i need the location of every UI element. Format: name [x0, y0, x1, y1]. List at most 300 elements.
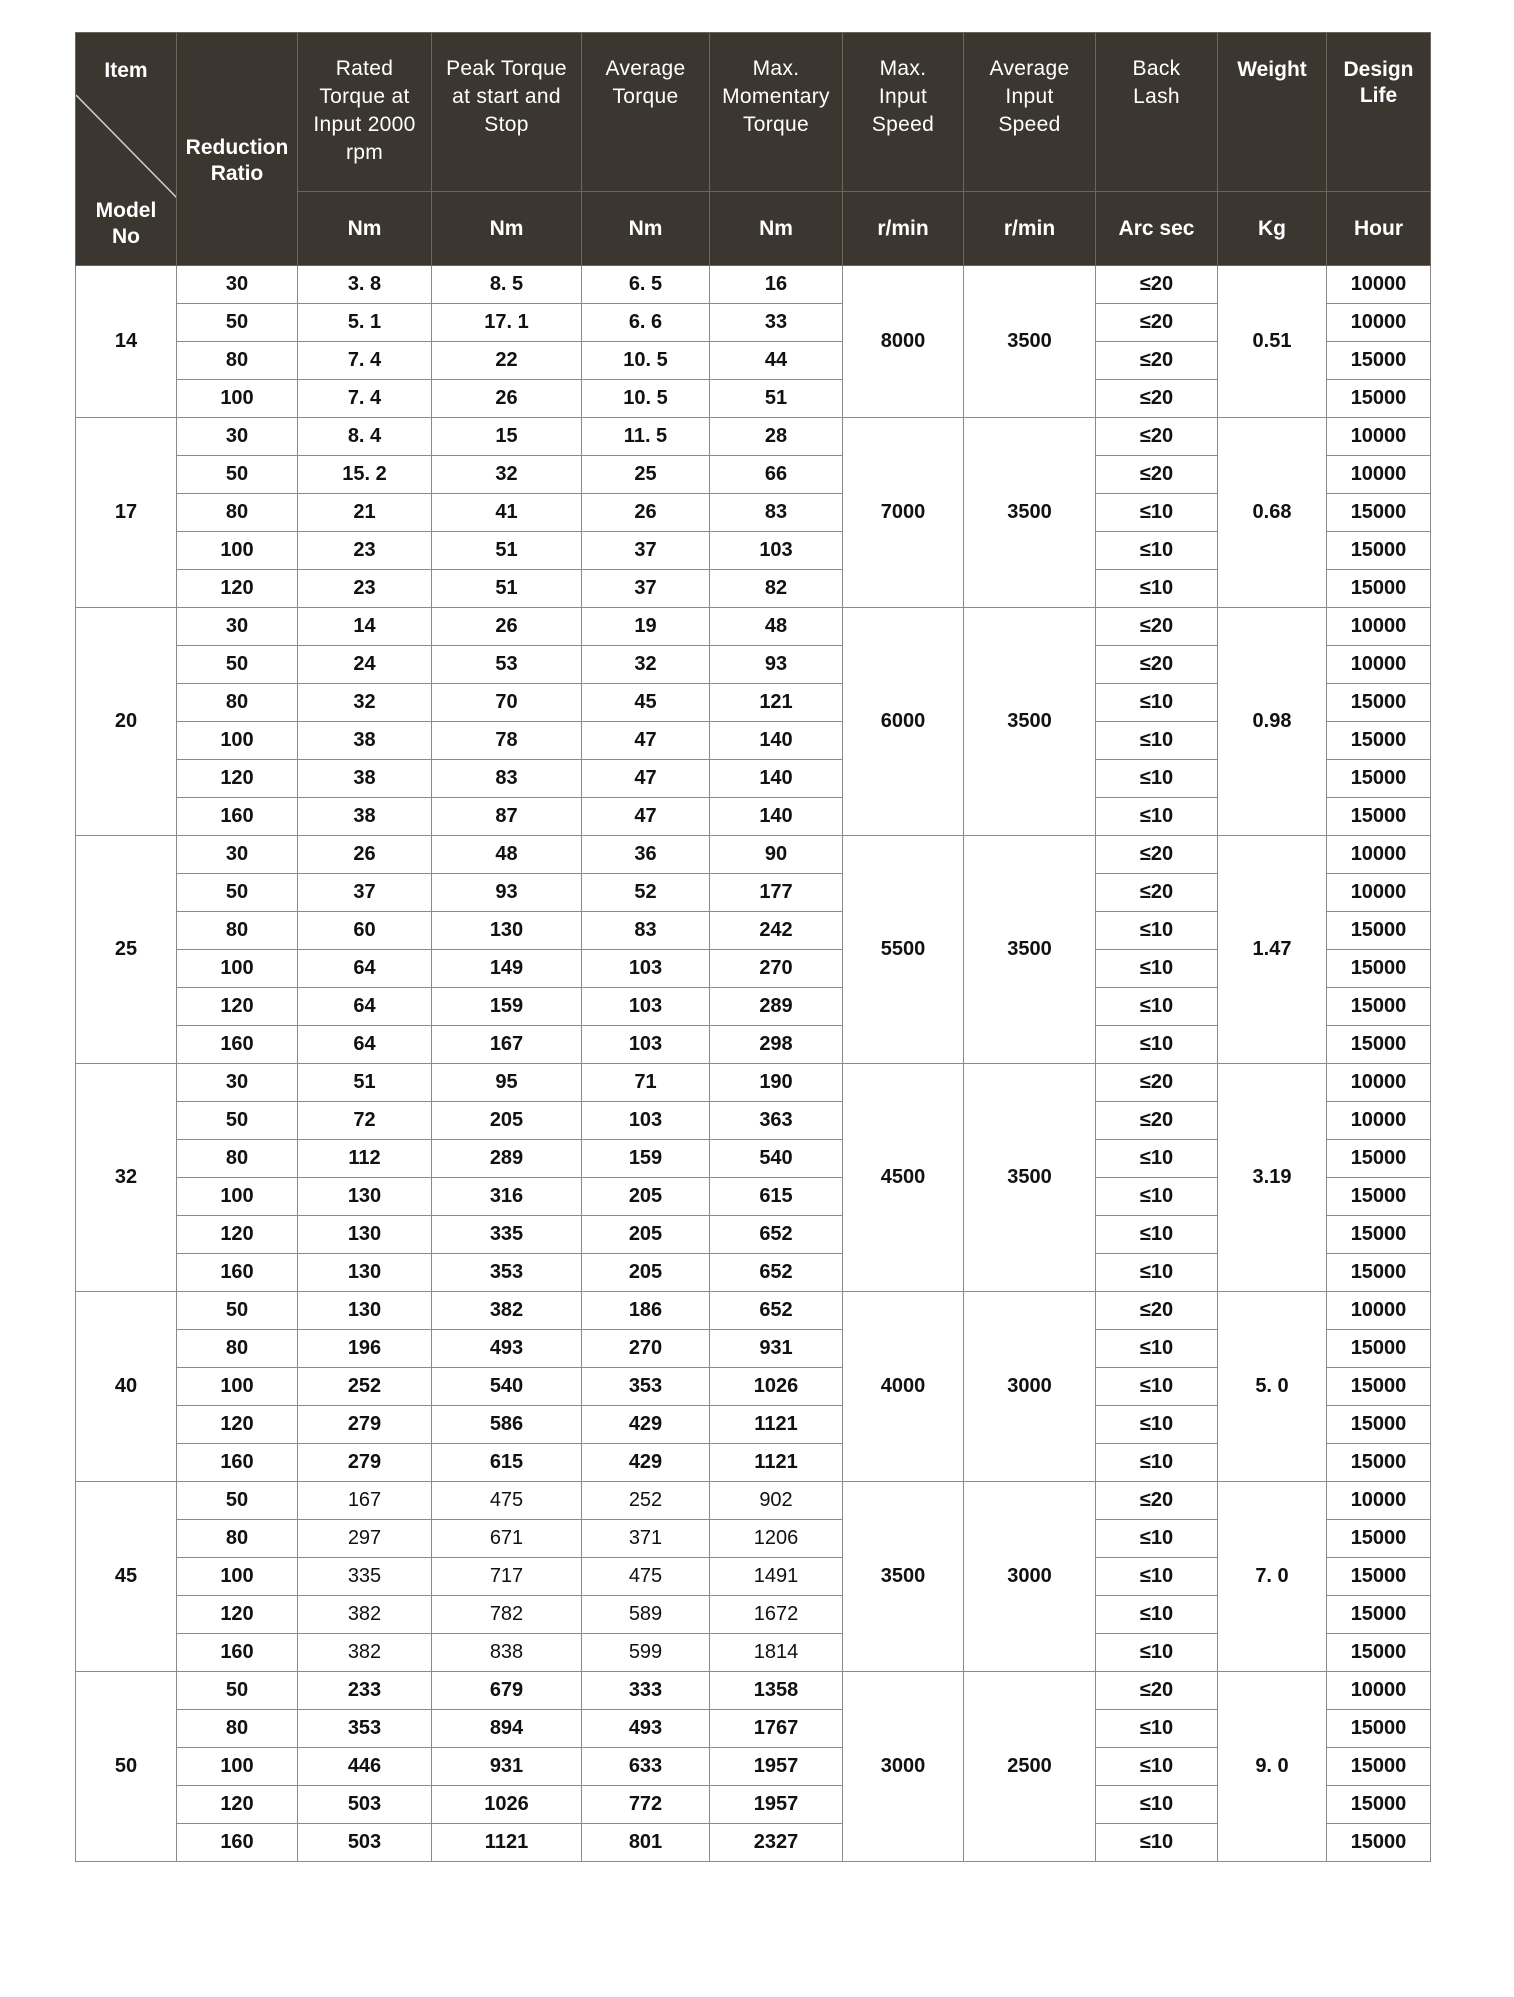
max-momentary-torque-cell: 2327	[710, 1824, 843, 1862]
rated-torque-cell: 130	[298, 1178, 432, 1216]
unit-avg: Nm	[582, 192, 710, 266]
design-life-cell: 15000	[1327, 1178, 1431, 1216]
max-momentary-torque-cell: 270	[710, 950, 843, 988]
backlash-cell: ≤10	[1096, 1444, 1218, 1482]
peak-torque-cell: 53	[432, 646, 582, 684]
max-momentary-torque-cell: 1672	[710, 1596, 843, 1634]
max-momentary-torque-cell: 1767	[710, 1710, 843, 1748]
item-model-header	[76, 33, 177, 266]
rated-torque-cell: 196	[298, 1330, 432, 1368]
unit-backlash: Arc sec	[1096, 192, 1218, 266]
backlash-cell: ≤10	[1096, 532, 1218, 570]
average-torque-cell: 103	[582, 988, 710, 1026]
table-row	[76, 608, 1431, 646]
weight-cell: 0.98	[1218, 608, 1327, 836]
peak-torque-cell: 316	[432, 1178, 582, 1216]
peak-torque-cell: 540	[432, 1368, 582, 1406]
ratio-cell: 160	[177, 1026, 298, 1064]
design-life-cell: 15000	[1327, 1634, 1431, 1672]
average-input-speed-cell: 3000	[964, 1482, 1096, 1672]
table-row	[76, 1064, 1431, 1102]
ratio-cell: 160	[177, 1634, 298, 1672]
rated-torque-cell: 130	[298, 1292, 432, 1330]
design-life-cell: 15000	[1327, 1824, 1431, 1862]
rated-torque-cell: 38	[298, 760, 432, 798]
model-no-cell: 14	[76, 266, 177, 418]
rated-torque-cell: 37	[298, 874, 432, 912]
max-momentary-torque-cell: 44	[710, 342, 843, 380]
backlash-cell: ≤10	[1096, 1558, 1218, 1596]
ratio-cell: 120	[177, 570, 298, 608]
design-life-cell: 10000	[1327, 418, 1431, 456]
average-torque-cell: 83	[582, 912, 710, 950]
backlash-cell: ≤20	[1096, 1102, 1218, 1140]
max-momentary-torque-cell: 177	[710, 874, 843, 912]
ratio-cell: 120	[177, 760, 298, 798]
unit-peak: Nm	[432, 192, 582, 266]
peak-torque-cell: 475	[432, 1482, 582, 1520]
peak-torque-cell: 51	[432, 570, 582, 608]
max-input-speed-cell: 7000	[843, 418, 964, 608]
max-momentary-torque-cell: 82	[710, 570, 843, 608]
max-momentary-torque-cell: 1957	[710, 1786, 843, 1824]
peak-torque-cell: 931	[432, 1748, 582, 1786]
header-row-labels	[76, 33, 1431, 192]
average-torque-cell: 10. 5	[582, 380, 710, 418]
backlash-cell: ≤20	[1096, 456, 1218, 494]
design-life-cell: 10000	[1327, 1672, 1431, 1710]
design-life-cell: 15000	[1327, 1786, 1431, 1824]
design-life-cell: 15000	[1327, 380, 1431, 418]
peak-torque-cell: 17. 1	[432, 304, 582, 342]
peak-torque-cell: 26	[432, 380, 582, 418]
average-input-speed-cell: 3000	[964, 1292, 1096, 1482]
ratio-cell: 100	[177, 950, 298, 988]
average-torque-cell: 45	[582, 684, 710, 722]
peak-torque-cell: 15	[432, 418, 582, 456]
rated-torque-cell: 24	[298, 646, 432, 684]
design-life-cell: 15000	[1327, 1748, 1431, 1786]
peak-torque-cell: 1026	[432, 1786, 582, 1824]
peak-torque-cell: 167	[432, 1026, 582, 1064]
ratio-cell: 50	[177, 874, 298, 912]
ratio-cell: 50	[177, 1482, 298, 1520]
peak-torque-cell: 149	[432, 950, 582, 988]
table-row	[76, 418, 1431, 456]
peak-torque-cell: 130	[432, 912, 582, 950]
design-life-cell: 15000	[1327, 1368, 1431, 1406]
max-momentary-torque-cell: 51	[710, 380, 843, 418]
rated-torque-cell: 7. 4	[298, 342, 432, 380]
ratio-cell: 50	[177, 456, 298, 494]
average-torque-cell: 32	[582, 646, 710, 684]
peak-torque-cell: 679	[432, 1672, 582, 1710]
ratio-cell: 100	[177, 1178, 298, 1216]
design-life-cell: 15000	[1327, 1596, 1431, 1634]
rated-torque-cell: 167	[298, 1482, 432, 1520]
design-life-cell: 15000	[1327, 1216, 1431, 1254]
ratio-cell: 100	[177, 532, 298, 570]
peak-torque-cell: 289	[432, 1140, 582, 1178]
max-momentary-torque-cell: 1491	[710, 1558, 843, 1596]
design-life-cell: 10000	[1327, 1102, 1431, 1140]
model-no-cell: 50	[76, 1672, 177, 1862]
average-input-speed-cell: 2500	[964, 1672, 1096, 1862]
peak-torque-cell: 353	[432, 1254, 582, 1292]
average-torque-cell: 205	[582, 1254, 710, 1292]
peak-torque-cell: 838	[432, 1634, 582, 1672]
design-life-cell: 10000	[1327, 266, 1431, 304]
average-torque-cell: 6. 5	[582, 266, 710, 304]
peak-torque-cell: 671	[432, 1520, 582, 1558]
backlash-cell: ≤20	[1096, 874, 1218, 912]
backlash-cell: ≤10	[1096, 494, 1218, 532]
header-backlash: Back Lash	[1096, 33, 1218, 192]
max-momentary-torque-cell: 363	[710, 1102, 843, 1140]
max-momentary-torque-cell: 902	[710, 1482, 843, 1520]
peak-torque-cell: 205	[432, 1102, 582, 1140]
backlash-cell: ≤10	[1096, 1330, 1218, 1368]
header-peak: Peak Torque at start and Stop	[432, 33, 582, 192]
ratio-cell: 120	[177, 1406, 298, 1444]
average-torque-cell: 205	[582, 1216, 710, 1254]
design-life-cell: 15000	[1327, 760, 1431, 798]
header-weight: Weight	[1218, 33, 1327, 192]
design-life-cell: 10000	[1327, 1292, 1431, 1330]
rated-torque-cell: 64	[298, 950, 432, 988]
rated-torque-cell: 72	[298, 1102, 432, 1140]
weight-cell: 0.68	[1218, 418, 1327, 608]
max-momentary-torque-cell: 1121	[710, 1444, 843, 1482]
max-momentary-torque-cell: 190	[710, 1064, 843, 1102]
reduction-ratio-header: Reduction Ratio	[177, 33, 298, 266]
header-rated: Rated Torque at Input 2000 rpm	[298, 33, 432, 192]
unit-life: Hour	[1327, 192, 1431, 266]
rated-torque-cell: 23	[298, 532, 432, 570]
max-momentary-torque-cell: 652	[710, 1216, 843, 1254]
max-momentary-torque-cell: 140	[710, 760, 843, 798]
average-torque-cell: 429	[582, 1406, 710, 1444]
ratio-cell: 80	[177, 684, 298, 722]
backlash-cell: ≤10	[1096, 1748, 1218, 1786]
design-life-cell: 10000	[1327, 1482, 1431, 1520]
rated-torque-cell: 446	[298, 1748, 432, 1786]
ratio-cell: 30	[177, 836, 298, 874]
max-momentary-torque-cell: 1206	[710, 1520, 843, 1558]
peak-torque-cell: 8. 5	[432, 266, 582, 304]
backlash-cell: ≤20	[1096, 266, 1218, 304]
average-torque-cell: 36	[582, 836, 710, 874]
backlash-cell: ≤10	[1096, 798, 1218, 836]
average-input-speed-cell: 3500	[964, 266, 1096, 418]
rated-torque-cell: 60	[298, 912, 432, 950]
header-avgspeed: Average Input Speed	[964, 33, 1096, 192]
average-torque-cell: 429	[582, 1444, 710, 1482]
backlash-cell: ≤10	[1096, 988, 1218, 1026]
spec-table	[75, 32, 1431, 1862]
header-maxspeed: Max. Input Speed	[843, 33, 964, 192]
peak-torque-cell: 615	[432, 1444, 582, 1482]
peak-torque-cell: 782	[432, 1596, 582, 1634]
rated-torque-cell: 279	[298, 1444, 432, 1482]
design-life-cell: 15000	[1327, 570, 1431, 608]
max-momentary-torque-cell: 1358	[710, 1672, 843, 1710]
design-life-cell: 10000	[1327, 874, 1431, 912]
max-momentary-torque-cell: 652	[710, 1292, 843, 1330]
rated-torque-cell: 26	[298, 836, 432, 874]
max-input-speed-cell: 3000	[843, 1672, 964, 1862]
header-avg: Average Torque	[582, 33, 710, 192]
design-life-cell: 15000	[1327, 1406, 1431, 1444]
weight-cell: 9. 0	[1218, 1672, 1327, 1862]
model-no-cell: 17	[76, 418, 177, 608]
ratio-cell: 50	[177, 646, 298, 684]
design-life-cell: 10000	[1327, 456, 1431, 494]
average-torque-cell: 493	[582, 1710, 710, 1748]
backlash-cell: ≤10	[1096, 570, 1218, 608]
rated-torque-cell: 23	[298, 570, 432, 608]
average-torque-cell: 37	[582, 532, 710, 570]
design-life-cell: 15000	[1327, 342, 1431, 380]
ratio-cell: 100	[177, 1558, 298, 1596]
model-no-cell: 40	[76, 1292, 177, 1482]
peak-torque-cell: 26	[432, 608, 582, 646]
backlash-cell: ≤20	[1096, 646, 1218, 684]
max-input-speed-cell: 4500	[843, 1064, 964, 1292]
backlash-cell: ≤20	[1096, 380, 1218, 418]
design-life-cell: 15000	[1327, 1026, 1431, 1064]
ratio-cell: 30	[177, 1064, 298, 1102]
backlash-cell: ≤20	[1096, 1482, 1218, 1520]
table-row	[76, 266, 1431, 304]
max-momentary-torque-cell: 83	[710, 494, 843, 532]
max-momentary-torque-cell: 28	[710, 418, 843, 456]
ratio-cell: 120	[177, 1596, 298, 1634]
max-momentary-torque-cell: 90	[710, 836, 843, 874]
max-input-speed-cell: 5500	[843, 836, 964, 1064]
max-momentary-torque-cell: 48	[710, 608, 843, 646]
average-torque-cell: 47	[582, 760, 710, 798]
table-row	[76, 1292, 1431, 1330]
ratio-cell: 80	[177, 1520, 298, 1558]
rated-torque-cell: 38	[298, 722, 432, 760]
backlash-cell: ≤10	[1096, 1520, 1218, 1558]
average-torque-cell: 19	[582, 608, 710, 646]
ratio-cell: 100	[177, 1748, 298, 1786]
average-torque-cell: 103	[582, 950, 710, 988]
design-life-cell: 15000	[1327, 532, 1431, 570]
peak-torque-cell: 78	[432, 722, 582, 760]
unit-maxmom: Nm	[710, 192, 843, 266]
design-life-cell: 15000	[1327, 950, 1431, 988]
average-torque-cell: 52	[582, 874, 710, 912]
ratio-cell: 30	[177, 608, 298, 646]
header-life: Design Life	[1327, 33, 1431, 192]
max-momentary-torque-cell: 140	[710, 722, 843, 760]
peak-torque-cell: 22	[432, 342, 582, 380]
rated-torque-cell: 233	[298, 1672, 432, 1710]
rated-torque-cell: 15. 2	[298, 456, 432, 494]
backlash-cell: ≤20	[1096, 608, 1218, 646]
max-momentary-torque-cell: 1814	[710, 1634, 843, 1672]
backlash-cell: ≤10	[1096, 722, 1218, 760]
backlash-cell: ≤10	[1096, 1026, 1218, 1064]
max-momentary-torque-cell: 289	[710, 988, 843, 1026]
average-torque-cell: 205	[582, 1178, 710, 1216]
ratio-cell: 120	[177, 1786, 298, 1824]
backlash-cell: ≤20	[1096, 342, 1218, 380]
design-life-cell: 10000	[1327, 608, 1431, 646]
design-life-cell: 10000	[1327, 836, 1431, 874]
average-torque-cell: 353	[582, 1368, 710, 1406]
average-torque-cell: 252	[582, 1482, 710, 1520]
ratio-cell: 50	[177, 1672, 298, 1710]
unit-maxspeed: r/min	[843, 192, 964, 266]
rated-torque-cell: 64	[298, 1026, 432, 1064]
peak-torque-cell: 70	[432, 684, 582, 722]
max-momentary-torque-cell: 615	[710, 1178, 843, 1216]
design-life-cell: 10000	[1327, 304, 1431, 342]
peak-torque-cell: 41	[432, 494, 582, 532]
peak-torque-cell: 1121	[432, 1824, 582, 1862]
max-input-speed-cell: 3500	[843, 1482, 964, 1672]
peak-torque-cell: 717	[432, 1558, 582, 1596]
ratio-cell: 80	[177, 1140, 298, 1178]
peak-torque-cell: 48	[432, 836, 582, 874]
peak-torque-cell: 93	[432, 874, 582, 912]
max-input-speed-cell: 6000	[843, 608, 964, 836]
backlash-cell: ≤20	[1096, 1292, 1218, 1330]
rated-torque-cell: 51	[298, 1064, 432, 1102]
backlash-cell: ≤10	[1096, 1596, 1218, 1634]
rated-torque-cell: 112	[298, 1140, 432, 1178]
design-life-cell: 10000	[1327, 1064, 1431, 1102]
backlash-cell: ≤10	[1096, 1216, 1218, 1254]
ratio-cell: 80	[177, 912, 298, 950]
ratio-cell: 80	[177, 1330, 298, 1368]
design-life-cell: 10000	[1327, 646, 1431, 684]
max-input-speed-cell: 4000	[843, 1292, 964, 1482]
backlash-cell: ≤10	[1096, 1140, 1218, 1178]
average-torque-cell: 47	[582, 798, 710, 836]
backlash-cell: ≤10	[1096, 760, 1218, 798]
table-row	[76, 1672, 1431, 1710]
design-life-cell: 15000	[1327, 1140, 1431, 1178]
max-momentary-torque-cell: 652	[710, 1254, 843, 1292]
max-momentary-torque-cell: 16	[710, 266, 843, 304]
rated-torque-cell: 297	[298, 1520, 432, 1558]
backlash-cell: ≤20	[1096, 418, 1218, 456]
design-life-cell: 15000	[1327, 1558, 1431, 1596]
item-label: Item	[104, 59, 148, 82]
rated-torque-cell: 252	[298, 1368, 432, 1406]
model-no-label: Model No	[95, 199, 157, 248]
ratio-cell: 80	[177, 1710, 298, 1748]
backlash-cell: ≤10	[1096, 912, 1218, 950]
average-torque-cell: 103	[582, 1102, 710, 1140]
backlash-cell: ≤10	[1096, 1178, 1218, 1216]
average-torque-cell: 10. 5	[582, 342, 710, 380]
ratio-cell: 30	[177, 266, 298, 304]
ratio-cell: 100	[177, 380, 298, 418]
ratio-cell: 120	[177, 988, 298, 1026]
design-life-cell: 15000	[1327, 494, 1431, 532]
rated-torque-cell: 382	[298, 1634, 432, 1672]
max-momentary-torque-cell: 103	[710, 532, 843, 570]
average-torque-cell: 801	[582, 1824, 710, 1862]
design-life-cell: 15000	[1327, 684, 1431, 722]
ratio-cell: 100	[177, 1368, 298, 1406]
backlash-cell: ≤10	[1096, 950, 1218, 988]
weight-cell: 0.51	[1218, 266, 1327, 418]
rated-torque-cell: 21	[298, 494, 432, 532]
ratio-cell: 50	[177, 304, 298, 342]
peak-torque-cell: 586	[432, 1406, 582, 1444]
rated-torque-cell: 8. 4	[298, 418, 432, 456]
average-torque-cell: 25	[582, 456, 710, 494]
average-torque-cell: 103	[582, 1026, 710, 1064]
max-momentary-torque-cell: 93	[710, 646, 843, 684]
average-torque-cell: 71	[582, 1064, 710, 1102]
max-momentary-torque-cell: 140	[710, 798, 843, 836]
ratio-cell: 50	[177, 1102, 298, 1140]
average-torque-cell: 47	[582, 722, 710, 760]
rated-torque-cell: 14	[298, 608, 432, 646]
ratio-cell: 160	[177, 1254, 298, 1292]
backlash-cell: ≤10	[1096, 684, 1218, 722]
average-input-speed-cell: 3500	[964, 836, 1096, 1064]
ratio-cell: 160	[177, 798, 298, 836]
max-momentary-torque-cell: 298	[710, 1026, 843, 1064]
peak-torque-cell: 894	[432, 1710, 582, 1748]
backlash-cell: ≤20	[1096, 1672, 1218, 1710]
rated-torque-cell: 279	[298, 1406, 432, 1444]
rated-torque-cell: 32	[298, 684, 432, 722]
backlash-cell: ≤20	[1096, 304, 1218, 342]
weight-cell: 1.47	[1218, 836, 1327, 1064]
table-row	[76, 1482, 1431, 1520]
rated-torque-cell: 3. 8	[298, 266, 432, 304]
average-torque-cell: 371	[582, 1520, 710, 1558]
table-row	[76, 836, 1431, 874]
average-input-speed-cell: 3500	[964, 418, 1096, 608]
max-momentary-torque-cell: 33	[710, 304, 843, 342]
table-body	[76, 266, 1431, 1862]
average-torque-cell: 270	[582, 1330, 710, 1368]
weight-cell: 5. 0	[1218, 1292, 1327, 1482]
average-input-speed-cell: 3500	[964, 608, 1096, 836]
peak-torque-cell: 493	[432, 1330, 582, 1368]
backlash-cell: ≤10	[1096, 1634, 1218, 1672]
backlash-cell: ≤10	[1096, 1406, 1218, 1444]
ratio-cell: 30	[177, 418, 298, 456]
max-momentary-torque-cell: 1026	[710, 1368, 843, 1406]
peak-torque-cell: 51	[432, 532, 582, 570]
unit-weight: Kg	[1218, 192, 1327, 266]
rated-torque-cell: 382	[298, 1596, 432, 1634]
rated-torque-cell: 130	[298, 1216, 432, 1254]
max-momentary-torque-cell: 242	[710, 912, 843, 950]
max-momentary-torque-cell: 931	[710, 1330, 843, 1368]
rated-torque-cell: 130	[298, 1254, 432, 1292]
average-torque-cell: 475	[582, 1558, 710, 1596]
model-no-cell: 25	[76, 836, 177, 1064]
unit-rated: Nm	[298, 192, 432, 266]
average-torque-cell: 6. 6	[582, 304, 710, 342]
peak-torque-cell: 159	[432, 988, 582, 1026]
average-input-speed-cell: 3500	[964, 1064, 1096, 1292]
ratio-cell: 80	[177, 494, 298, 532]
